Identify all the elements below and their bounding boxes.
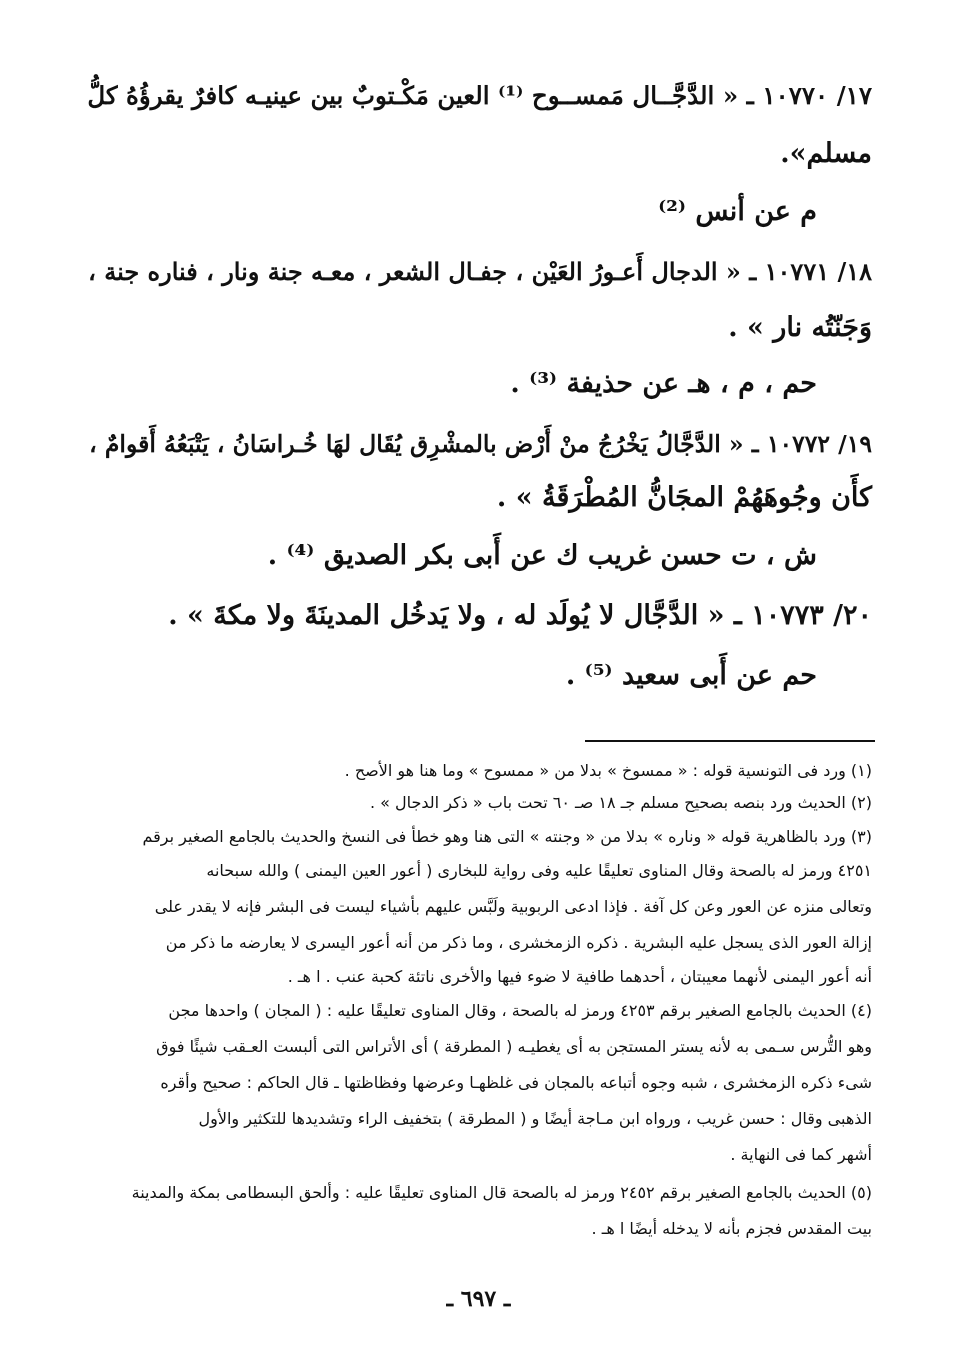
footnote-3-line-5: أنه أعور اليمنى لأنهما معيبتان ، أحدهما طافية لا ضوء فيها والأخرى ناتئة كحبة عنب . ا هـ . — [287, 967, 872, 986]
footnote-1-line-1: (١) ورد فى التونسية قوله : « ممسوخ » بدلا من « ممسوح » وما هنا هو الأصح . — [344, 761, 872, 780]
footnote-3-line-1: (٣) ورد بالظاهرية قوله « وناره » بدلا من « وجنته » التى هنا وهو خطأ فى النسخ والحديث بالجامع الصغير برقم — [142, 827, 872, 846]
footnote-4-line-3: شىء ذكره الزمخشرى ، شبه وجوه أتباعه بالمجان فى غلظهـا وعرضها وفظاظتها ـ قال الحاكم : صحيح وأقره — [160, 1073, 872, 1092]
footnote-2-line-1: (٢) الحديث ورد بنصه بصحيح مسلم جـ ١٨ صـ ٦٠ تحت باب « ذكر الدجال » . — [369, 793, 872, 812]
hadith-entry-17-source: م عن أنس ⁽²⁾ — [658, 196, 817, 227]
footnote-divider — [585, 740, 875, 742]
hadith-entry-20-source: حم عن أَبى سعيد ⁽⁵⁾ . — [565, 660, 817, 691]
footnote-3-line-2: ٤٢٥١ ورمز له بالصحة وقال المناوى تعليقًا عليه وفى رواية للبخارى ( أعور العين اليمنى ) والله سبحانه — [206, 861, 872, 880]
footnote-5-line-2: بيت المقدس فجزم بأنه لا يدخله أيضًا ا هـ . — [591, 1219, 872, 1238]
hadith-entry-18-line-1: ١٨/ ١٠٧٧١ ـ « الدجال أَعـورُ العَيْن ، جفـال الشعر ، معـه جنة ونار ، فناره جنة ، — [88, 257, 872, 286]
hadith-entry-19-line-2: كأَن وجُوهَهُمْ المجَانُّ المُطْرَقَةُ » . — [496, 482, 872, 513]
hadith-entry-19-source: ش ، ت حسن غريب ك عن أَبى بكر الصديق ⁽⁴⁾ . — [267, 540, 817, 571]
hadith-entry-18-line-2: وَجَنّتُه نار » . — [728, 312, 872, 343]
footnote-5-line-1: (٥) الحديث بالجامع الصغير برقم ٢٤٥٢ ورمز له بالصحة قال المناوى تعليقًا عليه : وألحق البسطامى بمكة والمدينة — [131, 1183, 872, 1202]
footnote-4-line-5: أشهر كما فى النهاية . — [730, 1145, 872, 1164]
footnote-3-line-4: إزالة العور الذى يسجل عليه البشرية . ذكره الزمخشرى ، وما ذكر من أنه أعور اليسرى لا يعارضه ما ذكر من — [165, 933, 872, 952]
footnote-4-line-2: وهو التُّرس سـمى به لأنه يستر المستجن به أى يغطيـه ( المطرقة ) أى الأتراس التى ألبست العـقب شيئًا فوق — [156, 1037, 872, 1056]
footnote-3-line-3: وتعالى منزه عن العور وعن كل آفة . فإذا ادعى الربوبية ولَبَّس عليهم بأشياء ليست فى البشر فإنه لا يقدر على — [154, 897, 872, 916]
hadith-entry-17-line-1: ١٧/ ١٠٧٧٠ ـ « الدَّجَّــال مَمســوح ⁽¹⁾ العين مَكْـتوبٌ بين عينيـه كافرٌ يقرؤُهُ كلُّ — [87, 81, 872, 110]
hadith-entry-20-line-1: ٢٠/ ١٠٧٧٣ ـ « الدَّجَّال لا يُولَد له ، ولا يَدخُل المدينَةَ ولا مكةَ » . — [168, 600, 872, 631]
hadith-entry-17-line-2: مسلم». — [780, 138, 872, 169]
hadith-entry-19-line-1: ١٩/ ١٠٧٧٢ ـ « الدَّجَّالُ يَخْرُجُ منْ أَرْض بالمشْرِق يُقَال لهَا خُـراسَانُ ، يَتْبَعُهُ أَقوامٌ ، — [89, 430, 872, 458]
footnote-4-line-4: الذهبى وقال : حسن غريب ، ورواه ابن مـاجة أيضًا و ( المطرقة ) بتخفيف الراء وتشديدها للتكثير والأول — [198, 1109, 872, 1128]
footnote-4-line-1: (٤) الحديث بالجامع الصغير برقم ٤٢٥٣ ورمز له بالصحة ، وقال المناوى تعليقًا عليه : ( المجان ) واحدها مجن — [168, 1001, 872, 1020]
hadith-entry-18-source: حم ، م ، هـ عن حذيفة ⁽³⁾ . — [510, 368, 817, 399]
page-number: ـ ٦٩٧ ـ — [446, 1286, 511, 1312]
